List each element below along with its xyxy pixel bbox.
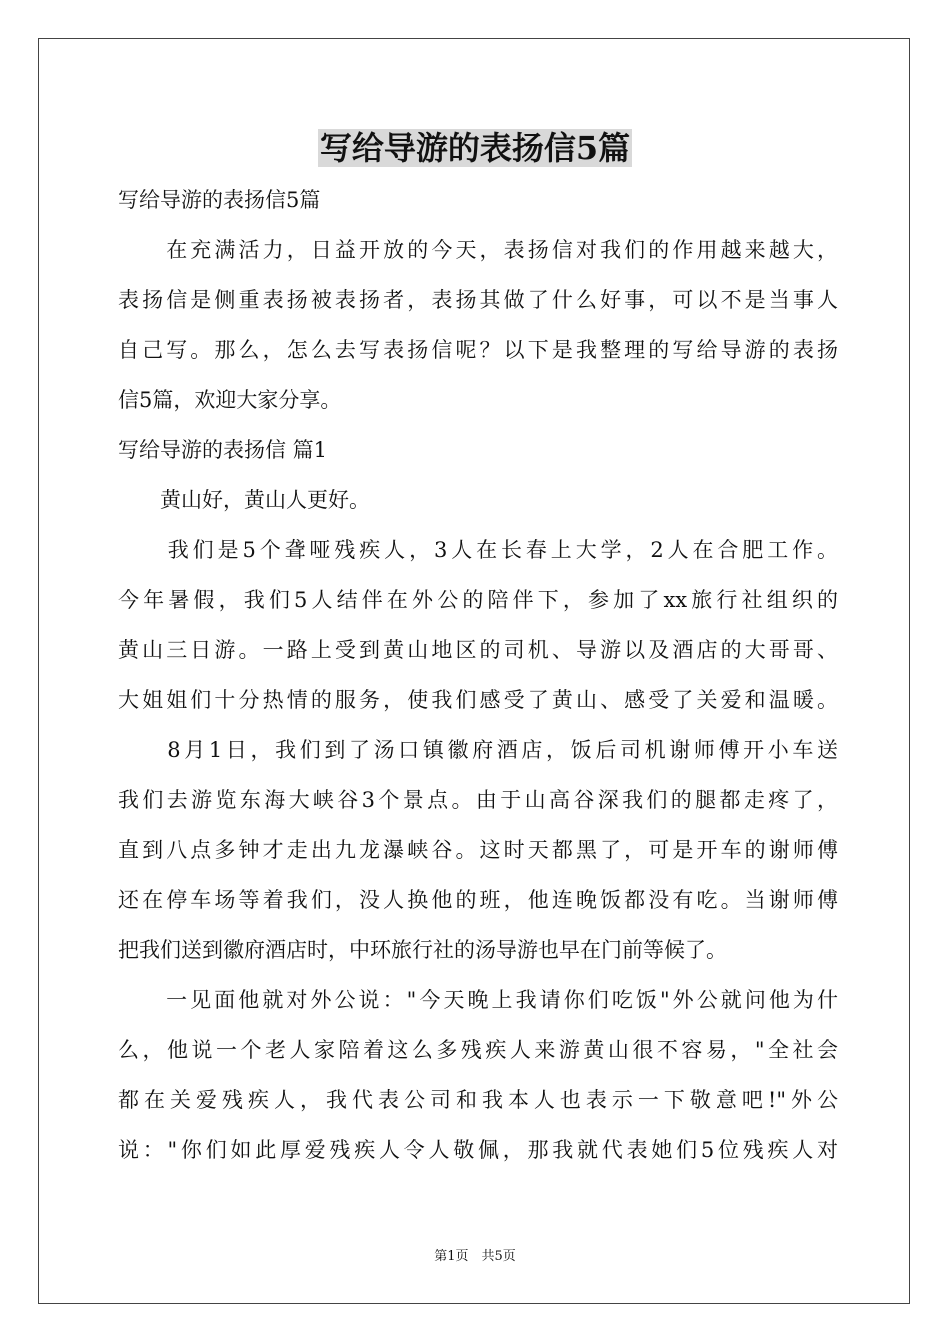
text-line: 一见面他就对外公说："今天晚上我请你们吃饭"外公就问他为什 [118, 988, 838, 1012]
page-number-footer: 第1页 共5页 [434, 1249, 516, 1264]
text-line: 黄山三日游。一路上受到黄山地区的司机、导游以及酒店的大哥哥、 [118, 638, 838, 662]
text-line: 表扬信是侧重表扬被表扬者，表扬其做了什么好事，可以不是当事人 [118, 288, 838, 312]
text-line-subtitle: 写给导游的表扬信5篇 [118, 188, 321, 212]
text-line: 在充满活力，日益开放的今天，表扬信对我们的作用越来越大， [118, 238, 838, 262]
text-line: 把我们送到徽府酒店时，中环旅行社的汤导游也早在门前等候了。 [118, 938, 727, 962]
text-line: 信5篇，欢迎大家分享。 [118, 388, 342, 412]
text-line: 今年暑假，我们5人结伴在外公的陪伴下，参加了xx旅行社组织的 [118, 588, 838, 612]
text-line: 还在停车场等着我们，没人换他的班，他连晚饭都没有吃。当谢师傅 [118, 888, 838, 912]
text-line: 8月1日，我们到了汤口镇徽府酒店，饭后司机谢师傅开小车送 [118, 738, 838, 762]
text-line: 大姐姐们十分热情的服务，使我们感受了黄山、感受了关爱和温暖。 [118, 688, 838, 712]
text-line: 我们是5个聋哑残疾人，3人在长春上大学，2人在合肥工作。 [118, 538, 838, 562]
section-heading: 写给导游的表扬信 篇1 [118, 438, 328, 462]
text-line: 说："你们如此厚爱残疾人令人敬佩，那我就代表她们5位残疾人对 [118, 1138, 838, 1162]
text-line: 都在关爱残疾人，我代表公司和我本人也表示一下敬意吧!"外公 [118, 1088, 838, 1112]
text-line: 直到八点多钟才走出九龙瀑峡谷。这时天都黑了，可是开车的谢师傅 [118, 838, 838, 862]
document-title-text: 写给导游的表扬信5篇 [319, 129, 631, 167]
text-line: 黄山好，黄山人更好。 [118, 488, 370, 512]
text-line: 我们去游览东海大峡谷3个景点。由于山高谷深我们的腿都走疼了， [118, 788, 838, 812]
document-title [0, 126, 950, 170]
text-line: 么，他说一个老人家陪着这么多残疾人来游黄山很不容易，"全社会 [118, 1038, 838, 1062]
text-line: 自己写。那么，怎么去写表扬信呢？以下是我整理的写给导游的表扬 [118, 338, 838, 362]
